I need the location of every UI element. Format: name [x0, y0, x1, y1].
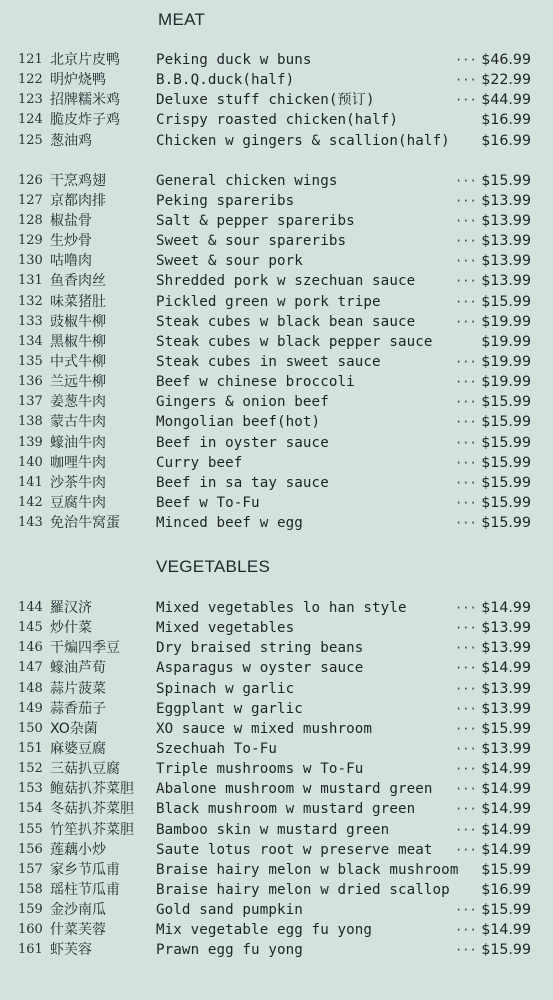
price-leader-dots: ···	[455, 762, 477, 777]
price-leader-dots: ···	[455, 721, 477, 736]
item-english-name: Curry beef	[156, 454, 243, 471]
item-english-name: Crispy roasted chicken(half)	[156, 112, 398, 129]
item-number: 147	[18, 660, 43, 676]
item-price: $13.99	[481, 640, 531, 657]
item-price: $14.99	[481, 922, 531, 939]
item-chinese-name: 莲藕小炒	[50, 841, 106, 858]
item-chinese-name: 金沙南瓜	[50, 902, 106, 919]
item-chinese-name: 生炒骨	[50, 233, 92, 250]
menu-item-row	[0, 191, 553, 211]
item-price: $16.99	[481, 112, 531, 129]
item-chinese-name: 什菜芙蓉	[50, 922, 106, 939]
item-chinese-name: 兰远牛柳	[50, 374, 106, 391]
item-number: 135	[18, 353, 43, 369]
item-english-name: Peking spareribs	[156, 192, 295, 209]
item-price: $19.99	[481, 333, 531, 350]
price-leader-dots: ···	[455, 661, 477, 676]
meat-list	[0, 50, 553, 533]
item-price: $15.99	[481, 434, 531, 451]
item-chinese-name: 蒜片菠菜	[50, 680, 106, 697]
item-chinese-name: 冬菇扒芥菜胆	[50, 801, 134, 818]
item-english-name: Pickled green w pork tripe	[156, 293, 381, 310]
item-english-name: Mixed vegetables	[156, 620, 295, 637]
item-chinese-name: 干煸四季豆	[50, 640, 120, 657]
item-english-name: Mixed vegetables lo han style	[156, 600, 407, 616]
item-chinese-name: 鱼香肉丝	[50, 273, 106, 290]
price-leader-dots: ···	[455, 193, 477, 208]
menu-item-row	[0, 412, 553, 432]
item-english-name: Black mushroom w mustard green	[156, 801, 416, 818]
item-english-name: Saute lotus root w preserve meat	[156, 841, 433, 858]
menu-item-row	[0, 271, 553, 291]
menu-item-row	[0, 759, 553, 779]
menu-item-row	[0, 372, 553, 392]
item-english-name: B.B.Q.duck(half)	[156, 72, 295, 89]
item-price: $13.99	[481, 700, 531, 717]
item-number: 140	[18, 454, 43, 470]
item-chinese-name: 豆腐牛肉	[50, 494, 106, 511]
item-price: $13.99	[481, 233, 531, 250]
item-price: $13.99	[481, 680, 531, 697]
price-leader-dots: ···	[455, 475, 477, 490]
price-leader-dots: ···	[455, 234, 477, 249]
item-number: 128	[18, 212, 43, 228]
item-number: 150	[18, 720, 43, 736]
item-chinese-name: 招牌糯米鸡	[50, 92, 120, 109]
item-price: $15.99	[481, 414, 531, 431]
item-english-name: Prawn egg fu yong	[156, 942, 303, 959]
price-leader-dots: ···	[455, 254, 477, 269]
item-price: $13.99	[481, 273, 531, 290]
item-chinese-name: 京都肉排	[50, 192, 106, 209]
item-number: 124	[18, 112, 43, 128]
menu-item-row	[0, 618, 553, 638]
item-number: 155	[18, 821, 43, 837]
item-number: 161	[18, 942, 43, 958]
item-number: 151	[18, 740, 43, 756]
item-price: $16.99	[481, 132, 531, 149]
item-english-name: Salt & pepper spareribs	[156, 212, 355, 229]
menu-item-row	[0, 211, 553, 231]
item-number: 153	[18, 781, 43, 797]
price-leader-dots: ···	[455, 943, 477, 958]
item-price: $22.99	[481, 72, 531, 89]
item-number: 131	[18, 273, 43, 289]
item-english-name: Eggplant w garlic	[156, 700, 303, 717]
item-price: $19.99	[481, 374, 531, 391]
price-leader-dots: ···	[455, 842, 477, 857]
item-number: 130	[18, 253, 43, 269]
menu-item-row	[0, 779, 553, 799]
item-number: 123	[18, 92, 43, 108]
item-price: $13.99	[481, 192, 531, 209]
menu-item-row	[0, 719, 553, 739]
meat-section-title: MEAT	[158, 10, 206, 29]
item-english-name: Gingers & onion beef	[156, 394, 329, 411]
item-english-name: Bamboo skin w mustard green	[156, 821, 390, 838]
item-number: 125	[18, 132, 43, 148]
price-leader-dots: ···	[455, 495, 477, 510]
price-leader-dots: ···	[455, 923, 477, 938]
item-english-name: Abalone mushroom w mustard green	[156, 781, 433, 798]
menu-item-row	[0, 820, 553, 840]
item-number: 160	[18, 922, 43, 938]
item-price: $13.99	[481, 212, 531, 229]
item-price: $15.99	[481, 720, 531, 737]
item-chinese-name: 姜葱牛肉	[50, 394, 106, 411]
item-english-name: Braise hairy melon w black mushroom	[156, 861, 459, 878]
menu-item-row	[0, 493, 553, 513]
item-number: 132	[18, 293, 43, 309]
item-english-name: Beef in sa tay sauce	[156, 474, 329, 491]
menu-item-row	[0, 352, 553, 372]
menu-item-row	[0, 940, 553, 960]
price-leader-dots: ···	[455, 375, 477, 390]
item-price: $15.99	[481, 515, 531, 532]
item-number: 126	[18, 172, 43, 188]
menu-item-row	[0, 860, 553, 880]
price-leader-dots: ···	[455, 294, 477, 309]
price-leader-dots: ···	[455, 93, 477, 108]
item-price: $14.99	[481, 821, 531, 838]
item-chinese-name: 蠔油牛肉	[50, 434, 106, 451]
item-english-name: Dry braised string beans	[156, 640, 364, 657]
price-leader-dots: ···	[455, 782, 477, 797]
item-number: 139	[18, 434, 43, 450]
price-leader-dots: ···	[455, 53, 477, 67]
menu-item-row	[0, 110, 553, 130]
item-chinese-name: 干烹鸡翅	[50, 172, 106, 189]
item-number: 137	[18, 394, 43, 410]
item-price: $14.99	[481, 660, 531, 677]
item-chinese-name: 咖哩牛肉	[50, 454, 106, 471]
menu-item-row	[0, 473, 553, 493]
item-number: 143	[18, 515, 43, 531]
price-leader-dots: ···	[455, 314, 477, 329]
item-english-name: Mongolian beef(hot)	[156, 414, 321, 431]
item-english-name: Mix vegetable egg fu yong	[156, 922, 373, 939]
item-number: 141	[18, 474, 43, 490]
item-number: 159	[18, 902, 43, 918]
item-price: $15.99	[481, 474, 531, 491]
item-english-name: Asparagus w oyster sauce	[156, 660, 364, 677]
item-english-name: Minced beef w egg	[156, 515, 303, 532]
item-english-name: Spinach w garlic	[156, 680, 295, 697]
item-price: $14.99	[481, 781, 531, 798]
item-price: $13.99	[481, 253, 531, 270]
menu-item-row	[0, 433, 553, 453]
price-leader-dots: ···	[455, 455, 477, 470]
item-price: $13.99	[481, 620, 531, 637]
item-english-name: Beef w To-Fu	[156, 494, 260, 511]
item-number: 152	[18, 761, 43, 777]
item-price: $14.99	[481, 761, 531, 778]
price-leader-dots: ···	[455, 435, 477, 450]
item-price: $15.99	[481, 902, 531, 919]
menu-item-row	[0, 513, 553, 533]
menu-item-row	[0, 920, 553, 940]
item-english-name: Szechuah To-Fu	[156, 740, 277, 757]
item-number: 136	[18, 374, 43, 390]
item-chinese-name: 麻婆豆腐	[50, 740, 106, 757]
menu-item-row	[0, 50, 553, 70]
price-leader-dots: ···	[455, 641, 477, 656]
item-price: $16.99	[481, 881, 531, 898]
item-price: $15.99	[481, 942, 531, 959]
item-price: $15.99	[481, 394, 531, 411]
item-number: 148	[18, 680, 43, 696]
item-number: 127	[18, 192, 43, 208]
item-number: 157	[18, 861, 43, 877]
item-price: $14.99	[481, 841, 531, 858]
item-english-name: Steak cubes w black pepper sauce	[156, 333, 433, 350]
item-price: $14.99	[481, 801, 531, 818]
item-number: 146	[18, 640, 43, 656]
item-number: 134	[18, 333, 43, 349]
menu-item-row	[0, 392, 553, 412]
item-chinese-name: 黑椒牛柳	[50, 333, 106, 350]
item-price: $46.99	[481, 52, 531, 68]
item-english-name: Deluxe stuff chicken(预订)	[156, 92, 375, 109]
price-leader-dots: ···	[455, 822, 477, 837]
price-leader-dots: ···	[455, 354, 477, 369]
item-number: 122	[18, 72, 43, 88]
vegetables-section-title: VEGETABLES	[156, 557, 271, 576]
item-chinese-name: XO杂菌	[50, 720, 98, 737]
item-chinese-name: 北京片皮鸭	[50, 52, 120, 68]
item-price: $14.99	[481, 600, 531, 616]
item-english-name: Triple mushrooms w To-Fu	[156, 761, 364, 778]
menu-item-row	[0, 598, 553, 618]
item-number: 138	[18, 414, 43, 430]
item-chinese-name: 瑶柱节瓜甫	[50, 881, 120, 898]
item-number: 156	[18, 841, 43, 857]
price-leader-dots: ···	[455, 173, 477, 188]
item-number: 144	[18, 600, 43, 615]
item-english-name: Steak cubes in sweet sauce	[156, 353, 381, 370]
menu-item-row	[0, 799, 553, 819]
item-english-name: Peking duck w buns	[156, 52, 312, 68]
item-number: 149	[18, 700, 43, 716]
item-english-name: Beef in oyster sauce	[156, 434, 329, 451]
menu-item-row	[0, 900, 553, 920]
price-leader-dots: ···	[455, 601, 477, 615]
price-leader-dots: ···	[455, 741, 477, 756]
menu-item-row	[0, 739, 553, 759]
price-leader-dots: ···	[455, 802, 477, 817]
menu-item-row	[0, 292, 553, 312]
menu-item-row	[0, 679, 553, 699]
item-chinese-name: 咕噜肉	[50, 253, 92, 270]
item-chinese-name: 脆皮炸子鸡	[50, 112, 120, 129]
item-english-name: Chicken w gingers & scallion(half)	[156, 132, 450, 149]
item-english-name: Beef w chinese broccoli	[156, 374, 355, 391]
item-chinese-name: 沙茶牛肉	[50, 474, 106, 491]
item-price: $15.99	[481, 172, 531, 189]
item-chinese-name: 葱油鸡	[50, 132, 92, 149]
price-leader-dots: ···	[455, 681, 477, 696]
price-leader-dots: ···	[455, 701, 477, 716]
item-english-name: Steak cubes w black bean sauce	[156, 313, 416, 330]
price-leader-dots: ···	[455, 415, 477, 430]
item-price: $15.99	[481, 454, 531, 471]
item-price: $15.99	[481, 861, 531, 878]
item-chinese-name: 中式牛柳	[50, 353, 106, 370]
item-chinese-name: 虾芙容	[50, 942, 92, 959]
menu-item-row	[0, 699, 553, 719]
item-number: 133	[18, 313, 43, 329]
item-chinese-name: 竹笙扒芥菜胆	[50, 821, 134, 838]
menu-item-row	[0, 231, 553, 251]
price-leader-dots: ···	[455, 274, 477, 289]
menu-item-row	[0, 171, 553, 191]
item-english-name: General chicken wings	[156, 172, 338, 189]
item-number: 129	[18, 233, 43, 249]
item-price: $13.99	[481, 740, 531, 757]
item-english-name: XO sauce w mixed mushroom	[156, 720, 373, 737]
item-number: 142	[18, 494, 43, 510]
price-leader-dots: ···	[455, 516, 477, 531]
item-price: $19.99	[481, 313, 531, 330]
menu-item-row	[0, 312, 553, 332]
price-leader-dots: ···	[455, 903, 477, 918]
item-chinese-name: 蒙古牛肉	[50, 414, 106, 431]
item-price: $15.99	[481, 293, 531, 310]
menu-item-row	[0, 131, 553, 151]
item-english-name: Gold sand pumpkin	[156, 902, 303, 919]
item-price: $19.99	[481, 353, 531, 370]
item-chinese-name: 豉椒牛柳	[50, 313, 106, 330]
item-chinese-name: 家乡节瓜甫	[50, 861, 120, 878]
item-price: $44.99	[481, 92, 531, 109]
item-price: $15.99	[481, 494, 531, 511]
vegetables-list	[0, 598, 553, 961]
item-number: 145	[18, 620, 43, 636]
menu-item-row	[0, 332, 553, 352]
item-english-name: Sweet & sour spareribs	[156, 233, 347, 250]
price-leader-dots: ···	[455, 73, 477, 88]
item-chinese-name: 蒜香茄子	[50, 700, 106, 717]
item-chinese-name: 免治牛窝蛋	[50, 515, 120, 532]
item-chinese-name: 三菇扒豆腐	[50, 761, 120, 778]
menu-item-row	[0, 251, 553, 271]
item-chinese-name: 炒什菜	[50, 620, 92, 637]
menu-item-row	[0, 70, 553, 90]
item-number: 121	[18, 52, 43, 67]
menu-item-row	[0, 453, 553, 473]
item-number: 158	[18, 881, 43, 897]
item-chinese-name: 椒盐骨	[50, 212, 92, 229]
menu-item-row	[0, 658, 553, 678]
menu-item-row	[0, 90, 553, 110]
item-number: 154	[18, 801, 43, 817]
price-leader-dots: ···	[455, 213, 477, 228]
item-english-name: Braise hairy melon w dried scallop	[156, 881, 450, 898]
item-english-name: Sweet & sour pork	[156, 253, 303, 270]
price-leader-dots: ···	[455, 621, 477, 636]
menu-item-row	[0, 840, 553, 860]
item-chinese-name: 明炉烧鸭	[50, 72, 106, 89]
price-leader-dots: ···	[455, 395, 477, 410]
menu-item-row	[0, 638, 553, 658]
item-chinese-name: 鲍菇扒芥菜胆	[50, 781, 134, 798]
item-chinese-name: 羅汉济	[50, 600, 92, 616]
menu-item-row	[0, 880, 553, 900]
item-chinese-name: 蠔油芦荀	[50, 660, 106, 677]
item-chinese-name: 味菜猪肚	[50, 293, 106, 310]
item-english-name: Shredded pork w szechuan sauce	[156, 273, 416, 290]
